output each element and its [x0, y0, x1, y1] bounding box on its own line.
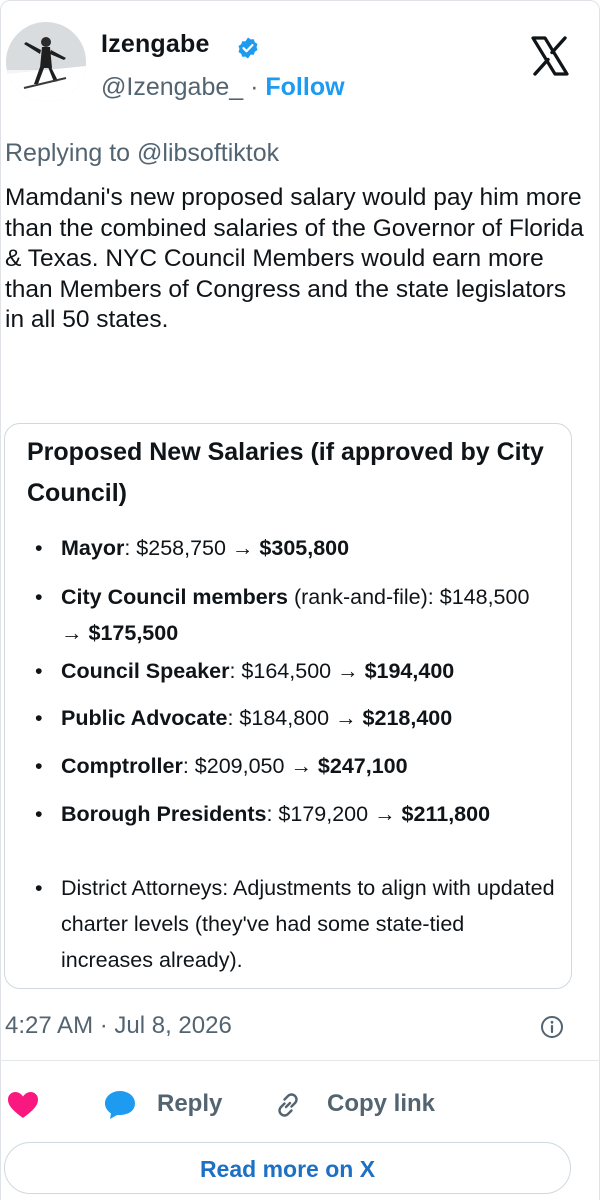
- salary-new-value: $247,100: [317, 754, 408, 778]
- display-name[interactable]: Izengabe: [101, 30, 210, 58]
- salary-change: : $258,750 →: [124, 536, 260, 560]
- divider: [0, 1060, 600, 1061]
- info-icon[interactable]: [540, 1015, 564, 1039]
- salary-change: (rank-and-file): $148,500 →: [61, 585, 530, 645]
- salary-list-item: [35, 653, 555, 689]
- salary-position: Comptroller: [61, 754, 183, 778]
- avatar[interactable]: [6, 22, 86, 102]
- salary-image-card[interactable]: [4, 423, 572, 989]
- salary-position: City Council members: [61, 585, 288, 609]
- salary-list-item: [35, 700, 555, 736]
- salary-position: Borough Presidents: [61, 802, 267, 826]
- bullet-dot: •: [35, 876, 43, 900]
- link-icon[interactable]: [272, 1089, 304, 1121]
- salary-new-value: $175,500: [88, 621, 179, 645]
- bullet-dot: •: [35, 754, 43, 778]
- bullet-dot: •: [35, 536, 43, 560]
- separator: ·: [250, 73, 259, 101]
- handle-row: [101, 73, 345, 102]
- card-title: Proposed New Salaries (if approved by City Council): [27, 438, 544, 507]
- bullet-dot: •: [35, 802, 43, 826]
- read-more-button[interactable]: Read more on X: [4, 1142, 571, 1194]
- chat-bubble-icon[interactable]: [103, 1088, 137, 1120]
- salary-list-text: [61, 700, 555, 736]
- salary-change: : $184,800 →: [227, 706, 363, 730]
- salary-list-text: [61, 530, 555, 566]
- bullet-dot: •: [35, 659, 43, 683]
- heart-icon[interactable]: [6, 1090, 40, 1120]
- follow-button[interactable]: Follow: [265, 73, 345, 101]
- salary-change: : $164,500 →: [229, 659, 365, 683]
- salary-list-text: [61, 796, 555, 832]
- replying-to: [5, 139, 279, 168]
- bullet-dot: •: [35, 706, 43, 730]
- verified-badge-icon: [236, 36, 260, 60]
- salary-position: Mayor: [61, 536, 125, 560]
- salary-new-value: $218,400: [362, 706, 453, 730]
- salary-list-text: [61, 579, 555, 651]
- salary-position: Public Advocate: [61, 706, 228, 730]
- replying-user-link[interactable]: @libsoftiktok: [137, 139, 280, 167]
- salary-list-item: [35, 870, 555, 978]
- replying-prefix: Replying to: [5, 139, 131, 167]
- salary-list-item: [35, 579, 555, 651]
- salary-change: District Attorneys: Adjustments to align with updated charter levels (they've had some state-tied increases already).: [61, 876, 555, 972]
- salary-change: : $209,050 →: [182, 754, 318, 778]
- tweet-text: Mamdani's new proposed salary would pay him more than the combined salaries of the Governor of Florida & Texas. NYC Council Members would earn more than Members of Congress and the state legislators in all 50 states.: [5, 184, 584, 333]
- salary-list-item: [35, 796, 555, 832]
- salary-list-text: [61, 870, 555, 978]
- salary-list-item: [35, 530, 555, 566]
- x-logo-icon[interactable]: [528, 34, 572, 78]
- salary-change: : $179,200 →: [266, 802, 402, 826]
- copy-link-button[interactable]: Copy link: [327, 1090, 436, 1117]
- salary-new-value: $211,800: [401, 802, 491, 826]
- salary-position: Council Speaker: [61, 659, 230, 683]
- salary-list-text: [61, 748, 555, 784]
- salary-list-item: [35, 748, 555, 784]
- handle[interactable]: @Izengabe_: [101, 73, 244, 101]
- reply-button[interactable]: Reply: [157, 1090, 223, 1117]
- bullet-dot: •: [35, 585, 43, 609]
- salary-list-text: [61, 653, 555, 689]
- salary-new-value: $194,400: [364, 659, 455, 683]
- timestamp[interactable]: 4:27 AM · Jul 8, 2026: [5, 1012, 232, 1039]
- salary-new-value: $305,800: [259, 536, 350, 560]
